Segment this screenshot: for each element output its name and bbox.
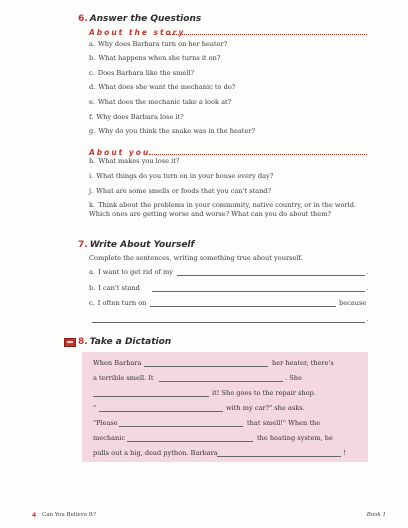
subheading-label: About the story [89, 28, 186, 37]
question-text: Does Barbara like the smell? [97, 69, 195, 77]
question-g [89, 127, 379, 136]
question-text: What makes you lose it? [98, 157, 180, 165]
question-b [89, 54, 379, 63]
subheading-about-the-story [89, 28, 367, 38]
sentence-end: . [366, 284, 369, 292]
sentence-letter: c. [89, 299, 95, 307]
question-text: Why does Barbara lose it? [96, 113, 184, 121]
question-i [89, 172, 379, 181]
question-d [89, 83, 379, 92]
answer-line-c[interactable] [150, 306, 336, 307]
dictation-blank-5[interactable] [119, 426, 243, 427]
dictation-blank-6[interactable] [127, 441, 253, 442]
dictation-blank-7[interactable] [217, 456, 341, 457]
dictation-blank-4[interactable] [99, 411, 223, 412]
question-text: What happens when she turns it on? [98, 54, 221, 62]
question-letter: d. [89, 83, 96, 91]
sentence-end: because [339, 299, 367, 307]
question-f [89, 113, 379, 122]
answer-line-c-continued[interactable] [92, 322, 365, 323]
page-number: 4 [32, 512, 37, 519]
sentence-text: I want to get rid of my [98, 268, 173, 276]
book-title: Can You Believe It? [42, 512, 97, 518]
section-number: 7. [78, 240, 88, 250]
cassette-icon [64, 338, 76, 347]
question-text: What does the mechanic take a look at? [98, 98, 232, 106]
question-text: What are some smells or foods that you can't stand? [96, 187, 272, 195]
dictation-text: ! [343, 449, 346, 457]
question-c [89, 69, 379, 78]
question-letter: b. [89, 54, 96, 62]
section-title: Write About Yourself [89, 240, 195, 250]
sentence-end: . [366, 268, 369, 276]
answer-line-a[interactable] [177, 275, 365, 276]
dictation-text: with my car?" she asks. [226, 404, 305, 412]
dictation-text: "Please [93, 419, 118, 427]
dictation-text: that smell!" When the [247, 419, 321, 427]
dictation-blank-2[interactable] [159, 381, 283, 382]
subheading-label: About you [89, 148, 151, 157]
question-letter: i. [89, 172, 94, 180]
section-8-heading [78, 337, 171, 347]
section-number: 6. [78, 14, 88, 24]
dotted-rule [149, 154, 367, 155]
sentence-letter: a. [89, 268, 96, 276]
section-7-heading [78, 240, 194, 250]
question-j [89, 187, 379, 196]
book-label: Book 1 [366, 512, 386, 518]
section-number: 8. [78, 337, 88, 347]
question-letter: j. [89, 187, 94, 195]
question-letter: e. [89, 98, 95, 106]
section-title: Take a Dictation [89, 337, 172, 347]
dictation-box [82, 352, 368, 462]
question-text: Why do you think the snake was in the heater? [98, 127, 256, 135]
dictation-text: " [93, 404, 97, 412]
section-title: Answer the Questions [89, 14, 202, 24]
question-letter: a. [89, 40, 96, 48]
dictation-text: mechanic [93, 434, 126, 442]
answer-line-b[interactable] [152, 291, 365, 292]
question-text: What does she want the mechanic to do? [98, 83, 236, 91]
question-letter: c. [89, 69, 95, 77]
sentence-text: I can't stand [98, 284, 140, 292]
dictation-text: it! She goes to the repair shop. [212, 389, 316, 397]
sentence-end: . [366, 315, 369, 323]
question-text: Why does Barbara turn on her heater? [98, 40, 228, 48]
sentence-letter: b. [89, 284, 96, 292]
question-text: Think about the problems in your community, native country, or in the world. Which ones are getting worse and worse? What can you do about them? [89, 201, 357, 218]
question-letter: g. [89, 127, 96, 135]
question-text: What things do you turn on in your house every day? [96, 172, 274, 180]
question-k [89, 201, 371, 219]
dictation-text: her heater, there's [272, 359, 334, 367]
dictation-blank-3[interactable] [93, 396, 209, 397]
dictation-blank-1[interactable] [144, 366, 268, 367]
dictation-text: When Barbara [93, 359, 142, 367]
dictation-text: . She [285, 374, 302, 382]
question-letter: h. [89, 157, 96, 165]
question-letter: k. [89, 201, 96, 209]
section-6-heading [78, 14, 201, 24]
question-letter: f. [89, 113, 94, 121]
section-7-instruction: Complete the sentences, writing something true about yourself. [89, 254, 303, 262]
dotted-rule [169, 34, 367, 35]
question-h [89, 157, 379, 166]
question-a [89, 40, 379, 49]
question-e [89, 98, 379, 107]
dictation-text: the heating system, he [257, 434, 333, 442]
dictation-text: a terrible smell. It [93, 374, 154, 382]
dictation-text: pulls out a big, dead python. Barbara [93, 449, 218, 457]
sentence-text: I often turn on [97, 299, 147, 307]
